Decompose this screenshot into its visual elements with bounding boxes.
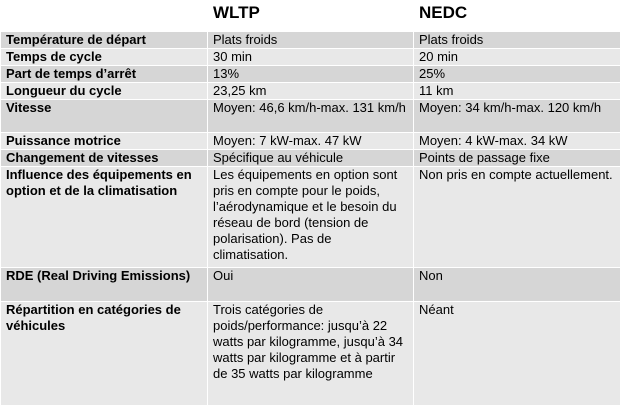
nedc-cell: Plats froids (414, 32, 620, 49)
row-label: Vitesse (1, 100, 208, 133)
nedc-cell: Non pris en compte actuellement. (414, 167, 620, 268)
header-cell-nedc: NEDC (414, 1, 620, 32)
nedc-cell: Points de passage fixe (414, 150, 620, 167)
nedc-cell: 25% (414, 66, 620, 83)
wltp-cell: Moyen: 46,6 km/h-max. 131 km/h (208, 100, 414, 133)
table-row (1, 83, 620, 100)
wltp-cell: 30 min (208, 49, 414, 66)
table-row (1, 100, 620, 133)
wltp-cell: 23,25 km (208, 83, 414, 100)
wltp-cell: Trois catégories de poids/performance: jusqu’à 22 watts par kilogramme, jusqu’à 34 watts par kilogramme et à partir de 35 watts par kilogramme (208, 302, 414, 406)
wltp-cell: Les équipements en option sont pris en compte pour le poids, l’aérodynamique et le besoin du réseau de bord (tension de polarisation). Pas de climatisation. (208, 167, 414, 268)
row-label: Influence des équipements en option et de la climatisation (1, 167, 208, 268)
table-row (1, 268, 620, 302)
header-row (1, 1, 620, 32)
wltp-cell: Oui (208, 268, 414, 302)
table-row (1, 133, 620, 150)
row-label: Puissance motrice (1, 133, 208, 150)
table-row (1, 167, 620, 268)
wltp-cell: Moyen: 7 kW-max. 47 kW (208, 133, 414, 150)
nedc-cell: Non (414, 268, 620, 302)
table-row (1, 302, 620, 406)
row-label: Longueur du cycle (1, 83, 208, 100)
wltp-cell: Plats froids (208, 32, 414, 49)
row-label: Température de départ (1, 32, 208, 49)
header-cell-empty (1, 1, 208, 32)
nedc-cell: 11 km (414, 83, 620, 100)
wltp-cell: 13% (208, 66, 414, 83)
header-cell-wltp: WLTP (208, 1, 414, 32)
row-label: Temps de cycle (1, 49, 208, 66)
row-label: Répartition en catégories de véhicules (1, 302, 208, 406)
wltp-cell: Spécifique au véhicule (208, 150, 414, 167)
nedc-cell: Moyen: 4 kW-max. 34 kW (414, 133, 620, 150)
row-label: Part de temps d’arrêt (1, 66, 208, 83)
table-row (1, 150, 620, 167)
row-label: RDE (Real Driving Emissions) (1, 268, 208, 302)
nedc-cell: Néant (414, 302, 620, 406)
table-row (1, 49, 620, 66)
table-row (1, 66, 620, 83)
nedc-cell: 20 min (414, 49, 620, 66)
table-row (1, 32, 620, 49)
nedc-cell: Moyen: 34 km/h-max. 120 km/h (414, 100, 620, 133)
row-label: Changement de vitesses (1, 150, 208, 167)
